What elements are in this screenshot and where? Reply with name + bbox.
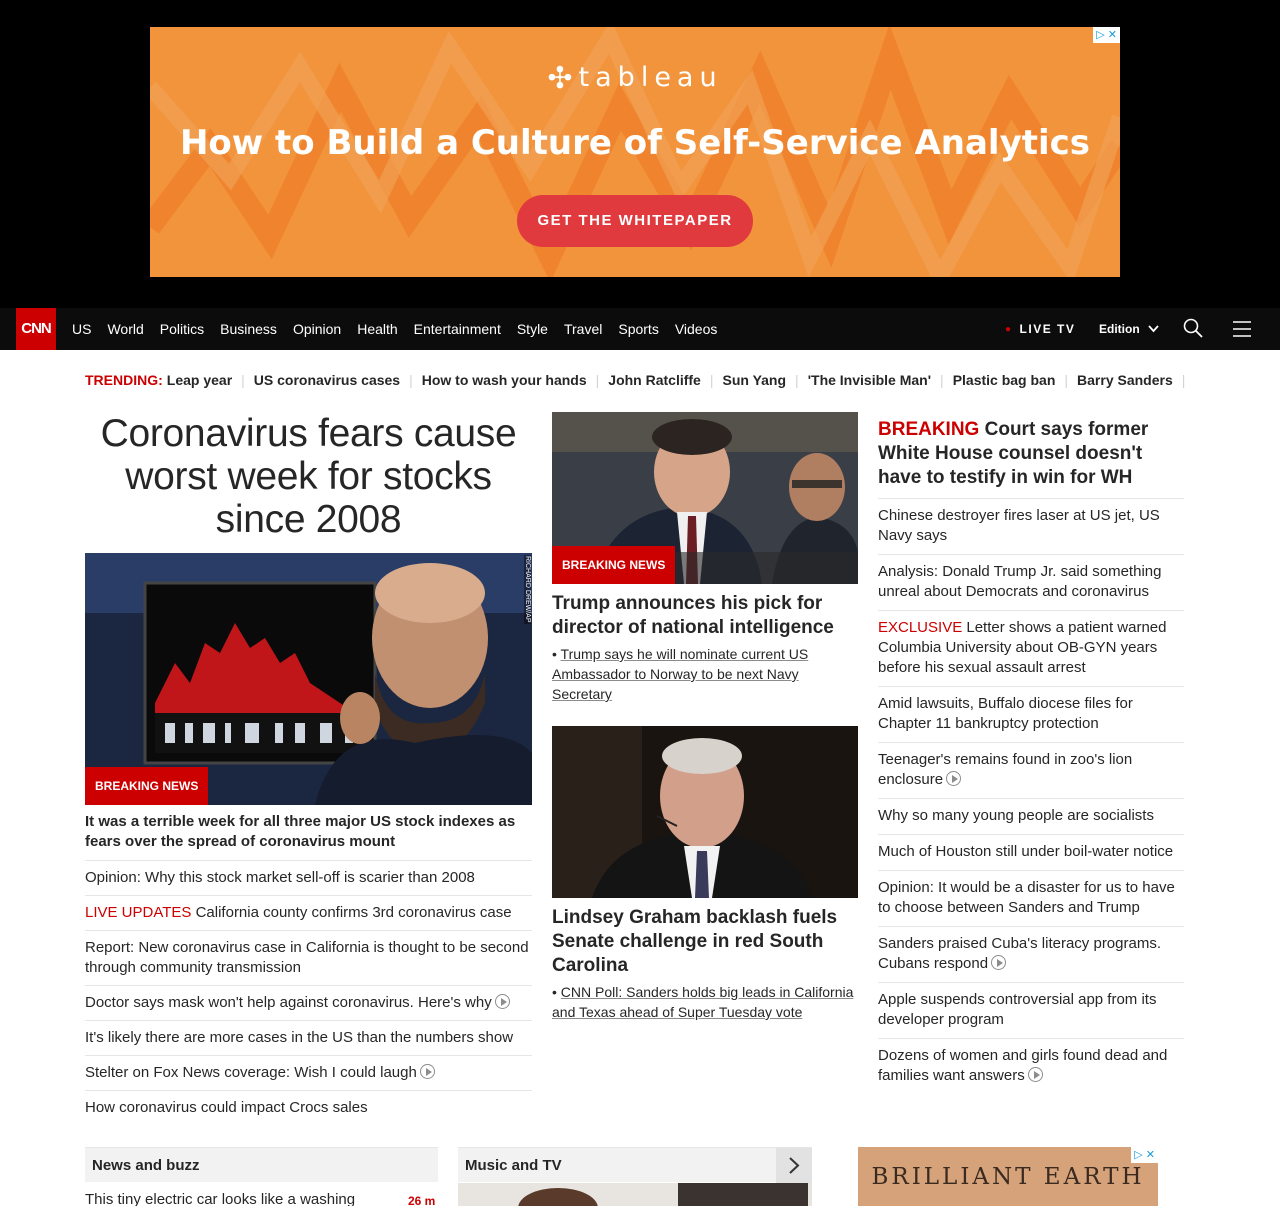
- carousel-next-button[interactable]: [776, 1148, 812, 1183]
- headline-link-text: Sanders praised Cuba's literacy programs. Cubans respond: [878, 935, 1161, 972]
- trending-divider: |: [795, 372, 799, 388]
- breaking-news-badge: BREAKING NEWS: [552, 546, 675, 584]
- live-dot-icon: ●: [1005, 323, 1013, 335]
- story-bullet[interactable]: • CNN Poll: Sanders holds big leads in California and Texas ahead of Super Tuesday vote: [552, 984, 854, 1020]
- brilliant-earth-ad[interactable]: [858, 1147, 1158, 1206]
- edition-dropdown[interactable]: [1099, 308, 1159, 350]
- nav-link-style[interactable]: Style: [516, 321, 548, 337]
- video-play-icon: [991, 955, 1006, 970]
- ad-choices-icon[interactable]: ▷ ✕: [1093, 27, 1120, 43]
- story-link-text: Stelter on Fox News coverage: Wish I could laugh: [85, 1064, 417, 1081]
- headline-link-text: Dozens of women and girls found dead and families want answers: [878, 1047, 1168, 1084]
- headline-link[interactable]: [878, 927, 1184, 983]
- trending-divider: |: [595, 372, 600, 388]
- story-link-text: Opinion: Why this stock market sell-off is scarier than 2008: [85, 869, 475, 886]
- video-play-icon: [420, 1064, 435, 1079]
- story-link-text: Doctor says mask won't help against coronavirus. Here's why: [85, 994, 492, 1011]
- search-icon[interactable]: [1183, 318, 1203, 338]
- breaking-text: Court says former White House counsel doesn't have to testify in win for WH: [878, 419, 1149, 488]
- ad-cta-button[interactable]: GET THE WHITEPAPER: [517, 195, 753, 247]
- zone-title: Music and TV: [465, 1157, 562, 1174]
- story-headline[interactable]: Trump announces his pick for director of national intelligence: [552, 593, 834, 638]
- headline-link[interactable]: [878, 743, 1184, 799]
- trending-divider: |: [1064, 372, 1069, 388]
- headline-link-text: Why so many young people are socialists: [878, 807, 1154, 824]
- side-ad-brand: BRILLIANT EARTH: [871, 1164, 1145, 1190]
- story-bullet-link[interactable]: CNN Poll: Sanders holds big leads in California and Texas ahead of Super Tuesday vote: [552, 984, 854, 1020]
- nav-link-us[interactable]: US: [72, 321, 92, 337]
- ad-brand-logo: [150, 61, 1120, 96]
- headline-link-text: Letter shows a patient warned Columbia University about OB-GYN years before his sexual assault arrest: [878, 619, 1167, 676]
- music-tv-photo: [458, 1183, 812, 1206]
- live-tv-label: LIVE TV: [1019, 322, 1076, 336]
- live-updates-tag: LIVE UPDATES: [85, 904, 192, 921]
- story-link-text: It's likely there are more cases in the US than the numbers show: [85, 1029, 514, 1046]
- nav-link-health[interactable]: Health: [357, 321, 398, 337]
- headline-link-text: Much of Houston still under boil-water notice: [878, 843, 1174, 860]
- ratcliffe-story-image[interactable]: [552, 412, 858, 584]
- video-play-icon: [495, 994, 510, 1009]
- headline-link-text: Chinese destroyer fires laser at US jet, US Navy says: [878, 507, 1160, 544]
- lead-story-column: [85, 412, 532, 1125]
- chevron-right-icon: [776, 1148, 812, 1183]
- nav-link-politics[interactable]: Politics: [159, 321, 205, 337]
- lead-headline[interactable]: Coronavirus fears cause worst week for stocks since 2008: [100, 412, 517, 541]
- story-link[interactable]: [85, 861, 532, 896]
- music-and-tv-header: [458, 1147, 812, 1182]
- story-link-text: Report: New coronavirus case in California is thought to be second through community transmission: [85, 939, 529, 976]
- story-link[interactable]: [85, 896, 532, 931]
- nav-link-sports[interactable]: Sports: [618, 321, 659, 337]
- tableau-cross-icon: ✣: [547, 61, 573, 96]
- story-bullet[interactable]: • Trump says he will nominate current US Ambassador to Norway to be next Navy Secretary: [552, 646, 809, 702]
- photo-credit: RICHARD DREW/AP: [524, 556, 531, 623]
- graham-photo: [552, 726, 858, 898]
- lead-story-image[interactable]: [85, 553, 532, 805]
- trending-item[interactable]: US coronavirus cases: [253, 372, 401, 388]
- headline-link-text: Apple suspends controversial app from its developer program: [878, 991, 1157, 1028]
- trending-item[interactable]: Plastic bag ban: [952, 372, 1056, 388]
- exclusive-tag: EXCLUSIVE: [878, 619, 963, 636]
- video-play-icon: [1028, 1067, 1043, 1082]
- graham-story-image[interactable]: [552, 726, 858, 898]
- trending-divider: |: [241, 372, 245, 388]
- trending-item[interactable]: 'The Invisible Man': [807, 372, 932, 388]
- headlines-column: [878, 418, 1184, 1094]
- breaking-headline[interactable]: [878, 418, 1184, 499]
- nav-link-entertainment[interactable]: Entertainment: [413, 321, 501, 337]
- lead-story-summary[interactable]: It was a terrible week for all three major US stock indexes as fears over the spread of coronavirus mount: [85, 805, 532, 861]
- nav-link-business[interactable]: Business: [220, 321, 277, 337]
- story-headline[interactable]: Lindsey Graham backlash fuels Senate challenge in red South Carolina: [552, 907, 838, 976]
- zone-title: News and buzz: [92, 1157, 200, 1174]
- headline-link[interactable]: [878, 1039, 1184, 1094]
- trending-divider: |: [940, 372, 944, 388]
- music-tv-image[interactable]: [458, 1183, 812, 1206]
- trending-divider: |: [1181, 372, 1186, 388]
- breaking-label: BREAKING: [878, 419, 980, 440]
- tableau-ad[interactable]: [150, 27, 1120, 277]
- trending-item[interactable]: Sun Yang: [722, 372, 787, 388]
- trending-item[interactable]: Barry Sanders: [1077, 372, 1173, 388]
- top-ad-region: [0, 0, 1280, 308]
- trending-item[interactable]: Leap year: [166, 372, 233, 388]
- trending-bar: [85, 371, 1194, 389]
- trending-divider: |: [409, 372, 413, 388]
- chevron-down-icon: [1148, 325, 1159, 333]
- story-bullet-link[interactable]: Trump says he will nominate current US Ambassador to Norway to be next Navy Secretary: [552, 646, 809, 702]
- trending-label: TRENDING:: [85, 372, 163, 388]
- nav-link-travel[interactable]: Travel: [563, 321, 603, 337]
- headline-link[interactable]: [878, 871, 1184, 927]
- story-link[interactable]: [85, 986, 532, 1021]
- headline-link-text: Teenager's remains found in zoo's lion enclosure: [878, 751, 1133, 788]
- secondary-stories-column: [552, 412, 858, 1022]
- ad-choices-icon[interactable]: ▷ ✕: [1131, 1147, 1158, 1163]
- nav-links: [72, 308, 733, 350]
- breaking-news-badge: BREAKING NEWS: [85, 767, 208, 805]
- edition-label: Edition: [1099, 322, 1140, 336]
- headline-link-text: Opinion: It would be a disaster for us to have to choose between Sanders and Trump: [878, 879, 1175, 916]
- main-nav: [0, 308, 1280, 350]
- hamburger-menu-icon[interactable]: [1232, 320, 1252, 338]
- live-tv-link[interactable]: [1005, 308, 1075, 350]
- headline-link-text: Amid lawsuits, Buffalo diocese files for Chapter 11 bankruptcy protection: [878, 695, 1133, 732]
- headline-link[interactable]: [878, 611, 1184, 687]
- story-link[interactable]: [85, 931, 532, 986]
- nav-link-world[interactable]: World: [107, 321, 144, 337]
- nav-link-opinion[interactable]: Opinion: [292, 321, 342, 337]
- cnn-logo[interactable]: CNN: [16, 308, 56, 350]
- buzz-timestamp: 26 m: [408, 1194, 436, 1206]
- headline-link-text: Analysis: Donald Trump Jr. said something unreal about Democrats and coronavirus: [878, 563, 1162, 600]
- headline-link[interactable]: [878, 835, 1184, 871]
- news-and-buzz-header: [85, 1147, 438, 1182]
- buzz-story-link[interactable]: This tiny electric car looks like a washing: [85, 1191, 356, 1206]
- trending-divider: |: [709, 372, 714, 388]
- headline-link[interactable]: [878, 687, 1184, 743]
- trending-item[interactable]: John Ratcliffe: [608, 372, 701, 388]
- video-play-icon: [946, 771, 961, 786]
- headline-link[interactable]: [878, 555, 1184, 611]
- ad-brand-name: tableau: [578, 62, 723, 93]
- headline-link[interactable]: [878, 799, 1184, 835]
- story-link[interactable]: [85, 1056, 532, 1091]
- headline-link[interactable]: [878, 499, 1184, 555]
- ad-headline: How to Build a Culture of Self-Service Analytics: [179, 123, 1091, 163]
- headline-link[interactable]: [878, 983, 1184, 1039]
- story-link[interactable]: [85, 1091, 532, 1125]
- story-link-text: California county confirms 3rd coronavirus case: [191, 904, 512, 921]
- trending-item[interactable]: How to wash your hands: [421, 372, 587, 388]
- story-link-text: How coronavirus could impact Crocs sales: [85, 1099, 368, 1116]
- story-link[interactable]: [85, 1021, 532, 1056]
- nav-link-videos[interactable]: Videos: [674, 321, 718, 337]
